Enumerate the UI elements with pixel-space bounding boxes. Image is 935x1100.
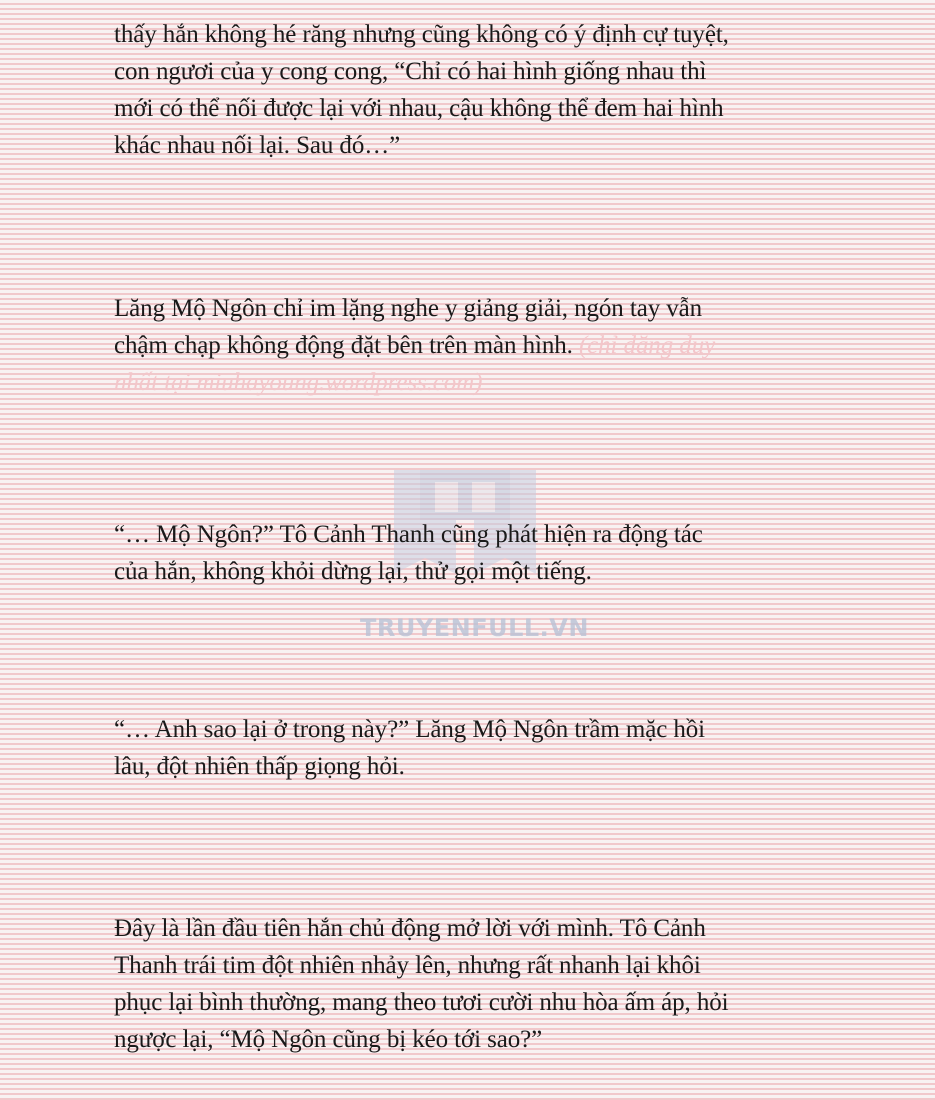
text-line: Đây là lần đầu tiên hắn chủ động mở lời với mình. Tô Cảnh	[114, 915, 706, 942]
text-line: khác nhau nối lại. Sau đó…”	[114, 132, 401, 159]
paragraph-4	[114, 711, 834, 785]
source-credit: nhất tại miuhayoung.wordpress.com)	[114, 369, 483, 396]
paragraph-1	[114, 16, 834, 164]
paragraph-3	[114, 516, 834, 590]
text-line: Thanh trái tim đột nhiên nhảy lên, nhưng rất nhanh lại khôi	[114, 952, 701, 979]
text-line: Lăng Mộ Ngôn chỉ im lặng nghe y giảng giải, ngón tay vẫn	[114, 295, 703, 322]
paragraph-2	[114, 290, 834, 401]
text-line: ngược lại, “Mộ Ngôn cũng bị kéo tới sao?”	[114, 1026, 543, 1053]
source-credit: (chỉ đăng duy	[578, 332, 716, 359]
text-line-body: chậm chạp không động đặt bên trên màn hình.	[114, 332, 573, 359]
paragraph-5	[114, 910, 834, 1058]
watermark-text: TRUYENFULL.VN	[360, 614, 589, 642]
text-line: phục lại bình thường, mang theo tươi cười nhu hòa ấm áp, hỏi	[114, 989, 729, 1016]
text-line: mới có thể nối được lại với nhau, cậu không thể đem hai hình	[114, 95, 724, 122]
text-line: lâu, đột nhiên thấp giọng hỏi.	[114, 753, 405, 780]
text-line: “… Anh sao lại ở trong này?” Lăng Mộ Ngôn trầm mặc hồi	[114, 716, 706, 743]
text-line: của hắn, không khỏi dừng lại, thử gọi một tiếng.	[114, 558, 592, 585]
text-line: con ngươi của y cong cong, “Chỉ có hai hình giống nhau thì	[114, 58, 707, 85]
text-line: thấy hắn không hé răng nhưng cũng không có ý định cự tuyệt,	[114, 21, 729, 48]
text-line: “… Mộ Ngôn?” Tô Cảnh Thanh cũng phát hiện ra động tác	[114, 521, 703, 548]
text-line	[114, 327, 834, 364]
